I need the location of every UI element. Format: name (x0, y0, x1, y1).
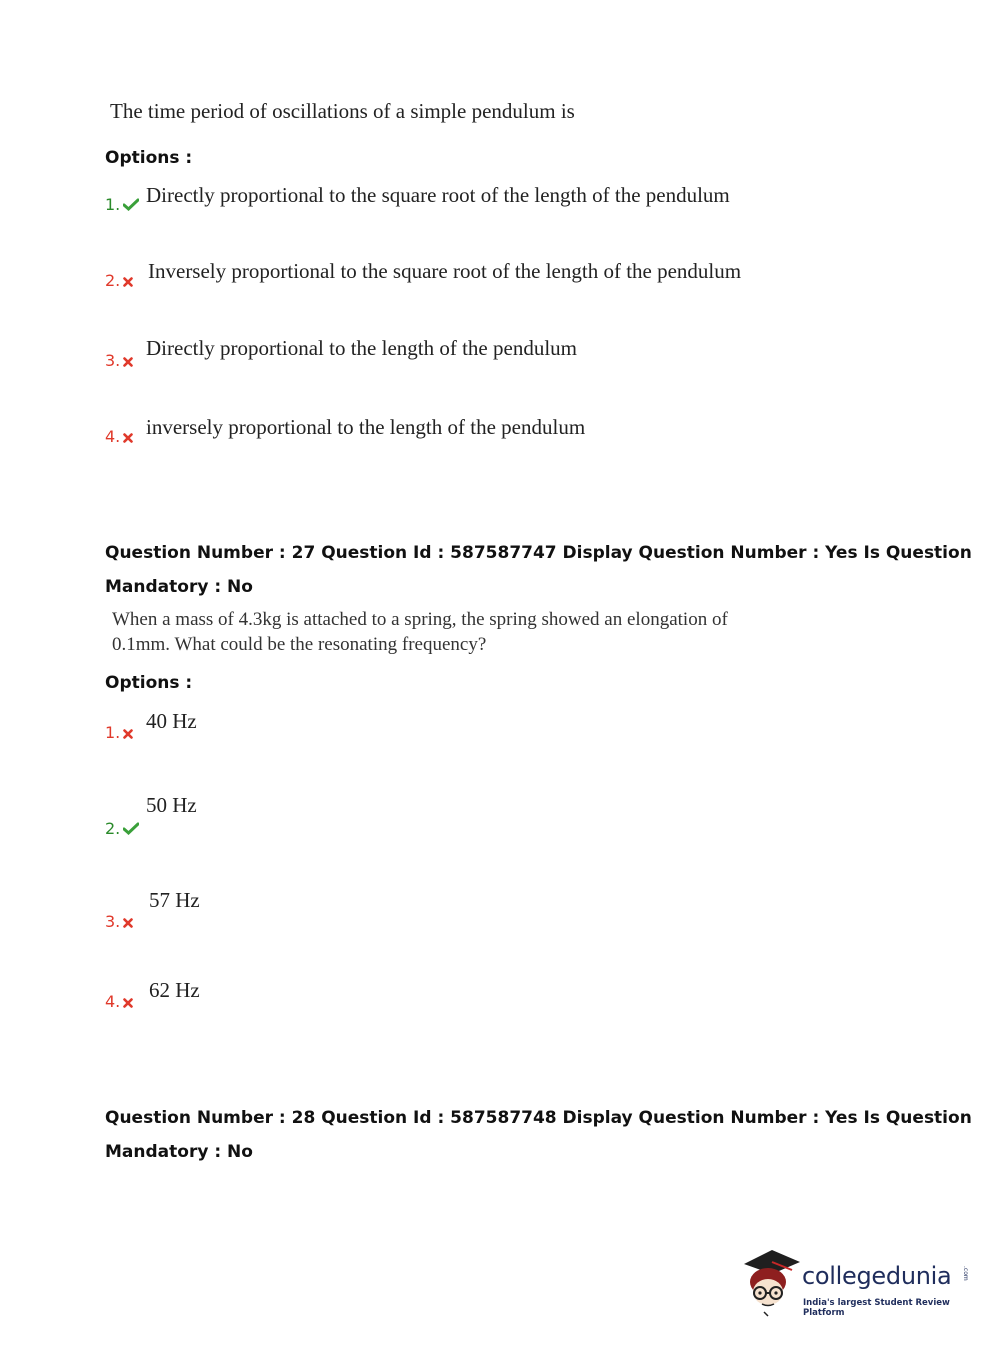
q27-option-2-number: 2. (105, 819, 139, 839)
q26-option-3-number: 3. (105, 351, 133, 371)
q26-options-label: Options : (105, 148, 193, 168)
q27-question-line2: 0.1mm. What could be the resonating frequency? (112, 634, 487, 655)
mascot-icon (740, 1246, 802, 1320)
correct-check-icon (123, 820, 139, 839)
q28-header-line1: Question Number : 28 Question Id : 587587748 Display Question Number : Yes Is Question (105, 1108, 972, 1128)
q27-option-3-text: 57 Hz (149, 888, 200, 912)
wrong-cross-icon (123, 913, 133, 932)
q26-option-2-number: 2. (105, 271, 133, 291)
q26-option-1-text: Directly proportional to the square root of the length of the pendulum (146, 183, 730, 207)
q26-option-1-number: 1. (105, 195, 139, 215)
q27-option-1-text: 40 Hz (146, 709, 197, 733)
wrong-cross-icon (123, 428, 133, 447)
q27-option-1-number: 1. (105, 723, 133, 743)
wrong-cross-icon (123, 272, 133, 291)
q26-option-4-number: 4. (105, 427, 133, 447)
q27-option-3-number: 3. (105, 912, 133, 932)
q27-question-line1: When a mass of 4.3kg is attached to a spring, the spring showed an elongation of (112, 609, 728, 630)
wrong-cross-icon (123, 724, 133, 743)
logo-tagline: India's largest Student Review Platform (803, 1298, 950, 1318)
q27-header-line2: Mandatory : No (105, 577, 253, 597)
wrong-cross-icon (123, 352, 133, 371)
logo-name: collegedunia (802, 1262, 952, 1290)
q27-header-line1: Question Number : 27 Question Id : 587587747 Display Question Number : Yes Is Question (105, 543, 972, 563)
q27-option-4-number: 4. (105, 992, 133, 1012)
q27-option-2-text: 50 Hz (146, 793, 197, 817)
q26-option-3-text: Directly proportional to the length of the pendulum (146, 336, 577, 360)
wrong-cross-icon (123, 993, 133, 1012)
q26-option-4-text: inversely proportional to the length of the pendulum (146, 415, 586, 439)
logo-com: .com (962, 1266, 969, 1281)
q27-option-4-text: 62 Hz (149, 978, 200, 1002)
correct-check-icon (123, 196, 139, 215)
q27-options-label: Options : (105, 673, 193, 693)
collegedunia-logo[interactable] (740, 1246, 975, 1320)
q28-header-line2: Mandatory : No (105, 1142, 253, 1162)
q26-option-2-text: Inversely proportional to the square root of the length of the pendulum (148, 259, 742, 283)
q26-question-text: The time period of oscillations of a simple pendulum is (110, 99, 575, 123)
